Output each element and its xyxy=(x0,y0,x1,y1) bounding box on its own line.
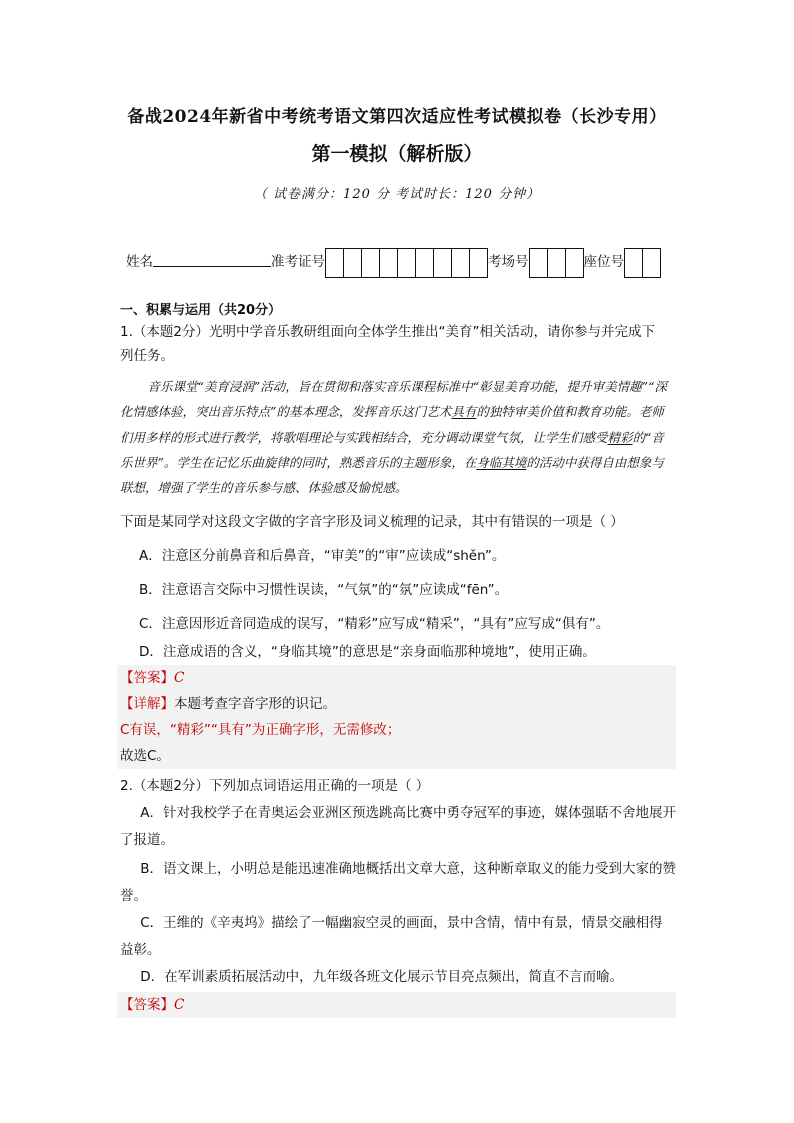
passage-seg-2: 的独特审美价值和教育功能。老师们用多样的形式进行教学，将歌唱理论与实践相结合，充分调动课堂气氛，让学生们感受 xyxy=(120,404,664,445)
q2-answer-label: 【答案】 xyxy=(120,997,174,1013)
q1-option-b[interactable]: B．注意语言交际中习惯性误读，“气氛”的“氛”应读成“fēn”。 xyxy=(139,582,509,598)
q2-stem: 2.（本题2分）下列加点词语运用正确的一项是（ ） xyxy=(120,778,430,794)
q1-option-a[interactable]: A．注意区分前鼻音和后鼻音，“审美”的“审”应读成“shěn”。 xyxy=(139,548,506,564)
q2-option-d[interactable]: D．在军训素质拓展活动中，九年级各班文化展示节目亮点频出，简直不言而喻。 xyxy=(140,969,624,985)
q1-passage xyxy=(120,374,676,500)
q1-detail-line2: C有误，“精彩”“具有”为正确字形，无需修改； xyxy=(120,722,401,738)
exam-title: 备战2024年新省中考统考语文第四次适应性考试模拟卷（长沙专用） xyxy=(127,107,667,127)
q1-detail-line xyxy=(117,691,676,717)
exam-meta: （ 试卷满分：120 分 考试时长：120 分钟） xyxy=(253,187,541,202)
q1-answer-label: 【答案】 xyxy=(120,670,174,686)
seat-number-boxes[interactable] xyxy=(624,248,661,278)
exam-number-label: 准考证号 xyxy=(271,254,325,270)
name-field[interactable] xyxy=(153,250,271,267)
room-label: 考场号 xyxy=(488,254,529,270)
q2-answer-block xyxy=(117,992,676,1018)
room-number-boxes[interactable] xyxy=(529,248,584,278)
candidate-info-row xyxy=(126,248,661,280)
passage-seg-1: 音乐课堂“美育浸润”活动，旨在贯彻和落实音乐课程标准中“彰显美育功能，提升审美情趣”“深化情感体验，突出音乐特点”的基本理念，发挥音乐这门艺术 xyxy=(120,379,667,420)
seat-label: 座位号 xyxy=(583,254,624,270)
q1-stem xyxy=(120,320,676,368)
q1-detail-label: 【详解】 xyxy=(120,696,174,712)
passage-underline-3: 身临其境 xyxy=(476,454,527,470)
passage-seg-4: 的活动中获得自由想象与联想，增强了学生的音乐参与感、体验感及愉悦感。 xyxy=(120,454,664,496)
q1-stem-line1: 1.（本题2分）光明中学音乐教研组面向全体学生推出“美育”相关活动，请你参与并完成下 xyxy=(120,324,655,340)
q1-option-c[interactable]: C．注意因形近音同造成的误写，“精彩”应写成“精采”，“具有”应写成“俱有”。 xyxy=(139,616,610,632)
section-title: 一、积累与运用（共20分） xyxy=(120,303,282,318)
exam-number-boxes[interactable] xyxy=(325,248,488,278)
passage-underline-2: 精彩 xyxy=(607,429,633,445)
q1-answer-block xyxy=(117,665,676,769)
passage-underline-1: 具有 xyxy=(451,404,477,420)
q1-answer-line xyxy=(117,665,676,691)
q2-answer-value: C xyxy=(174,997,185,1013)
q2-option-c[interactable]: C．王维的《辛夷坞》描绘了一幅幽寂空灵的画面，景中含情，情中有景，情景交融相得益彰。 xyxy=(120,915,663,958)
q2-answer-line xyxy=(117,992,676,1018)
q1-detail-text: 本题考查字音字形的识记。 xyxy=(174,696,336,712)
q1-detail-line3: 故选C。 xyxy=(120,748,170,764)
exam-subtitle: 第一模拟（解析版） xyxy=(311,143,483,165)
q1-question: 下面是某同学对这段文字做的字音字形及词义梳理的记录，其中有错误的一项是（ ） xyxy=(120,514,624,530)
q2-option-b[interactable]: B．语文课上，小明总是能迅速准确地概括出文章大意，这种断章取义的能力受到大家的赞誉。 xyxy=(120,861,677,904)
passage-seg-3: 的“音乐世界”。学生在记忆乐曲旋律的同时，熟悉音乐的主题形象，在 xyxy=(120,429,664,470)
q1-stem-line2: 列任务。 xyxy=(120,348,174,364)
name-label: 姓名 xyxy=(126,254,153,270)
q1-answer-value: C xyxy=(174,670,185,686)
q1-option-d[interactable]: D．注意成语的含义，“身临其境”的意思是“亲身面临那种境地”，使用正确。 xyxy=(139,644,596,660)
q2-option-a[interactable]: A．针对我校学子在青奥运会亚洲区预选跳高比赛中勇夺冠军的事迹，媒体强聒不舍地展开了报道。 xyxy=(120,805,676,848)
